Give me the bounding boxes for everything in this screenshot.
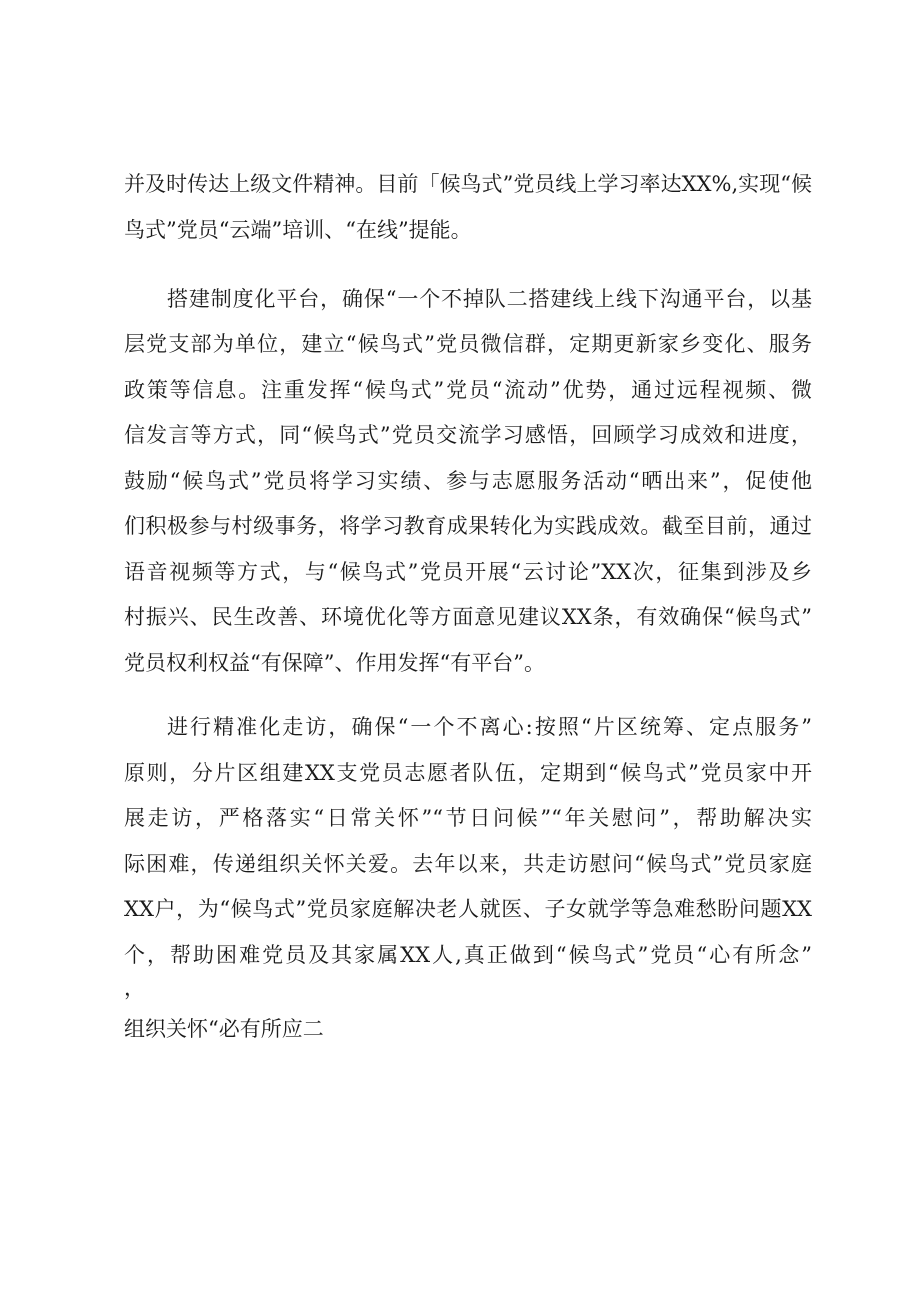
text-line: 党员权利权益“有保障”、作用发挥“有平台”。 bbox=[124, 651, 545, 675]
text-line: 展走访，严格落实“日常关怀”“节日问候”“年关慰问”，帮助解决实 bbox=[124, 806, 812, 830]
text-line: XX户，为“候鸟式”党员家庭解决老人就医、子女就学等急难愁盼问题XX bbox=[124, 897, 812, 921]
text-line: 政策等信息。注重发挥“候鸟式”党员“流动”优势，通过远程视频、微 bbox=[124, 378, 812, 402]
stray-comma: ， bbox=[124, 976, 145, 1000]
text-line: 并及时传达上级文件精神。目前「候鸟式”党员线上学习率达XX%,实现“候 bbox=[124, 172, 812, 196]
text-line: 信发言等方式，同“候鸟式”党员交流学习感悟，回顾学习成效和进度， bbox=[124, 423, 812, 447]
text-line: 原则，分片区组建XX支党员志愿者队伍，定期到“候鸟式”党员家中开 bbox=[124, 761, 812, 785]
paragraph-start-line: 搭建制度化平台，确保“一个不掉队二搭建线上线下沟通平台，以基 bbox=[167, 287, 812, 311]
text-line: 村振兴、民生改善、环境优化等方面意见建议XX条，有效确保“候鸟式” bbox=[124, 605, 812, 629]
text-line: 组织关怀“必有所应二 bbox=[124, 1017, 324, 1041]
text-line: 鸟式”党员“云端”培训、“在线”提能。 bbox=[124, 218, 472, 242]
text-line: 层党支部为单位，建立“候鸟式”党员微信群，定期更新家乡变化、服务 bbox=[124, 332, 812, 356]
text-line: 际困难，传递组织关怀关爱。去年以来，共走访慰问“候鸟式”党员家庭 bbox=[124, 852, 812, 876]
paragraph-start-line: 进行精准化走访，确保“一个不离心:按照“片区统筹、定点服务” bbox=[167, 715, 812, 739]
text-line: 鼓励“候鸟式”党员将学习实绩、参与志愿服务活动“晒出来”，促使他 bbox=[124, 469, 812, 493]
text-line: 个，帮助困难党员及其家属XX人,真正做到“候鸟式”党员“心有所念” bbox=[124, 943, 812, 967]
text-line: 们积极参与村级事务，将学习教育成果转化为实践成效。截至目前，通过 bbox=[124, 514, 812, 538]
text-line: 语音视频等方式，与“候鸟式”党员开展“云讨论”XX次，征集到涉及乡 bbox=[124, 560, 812, 584]
